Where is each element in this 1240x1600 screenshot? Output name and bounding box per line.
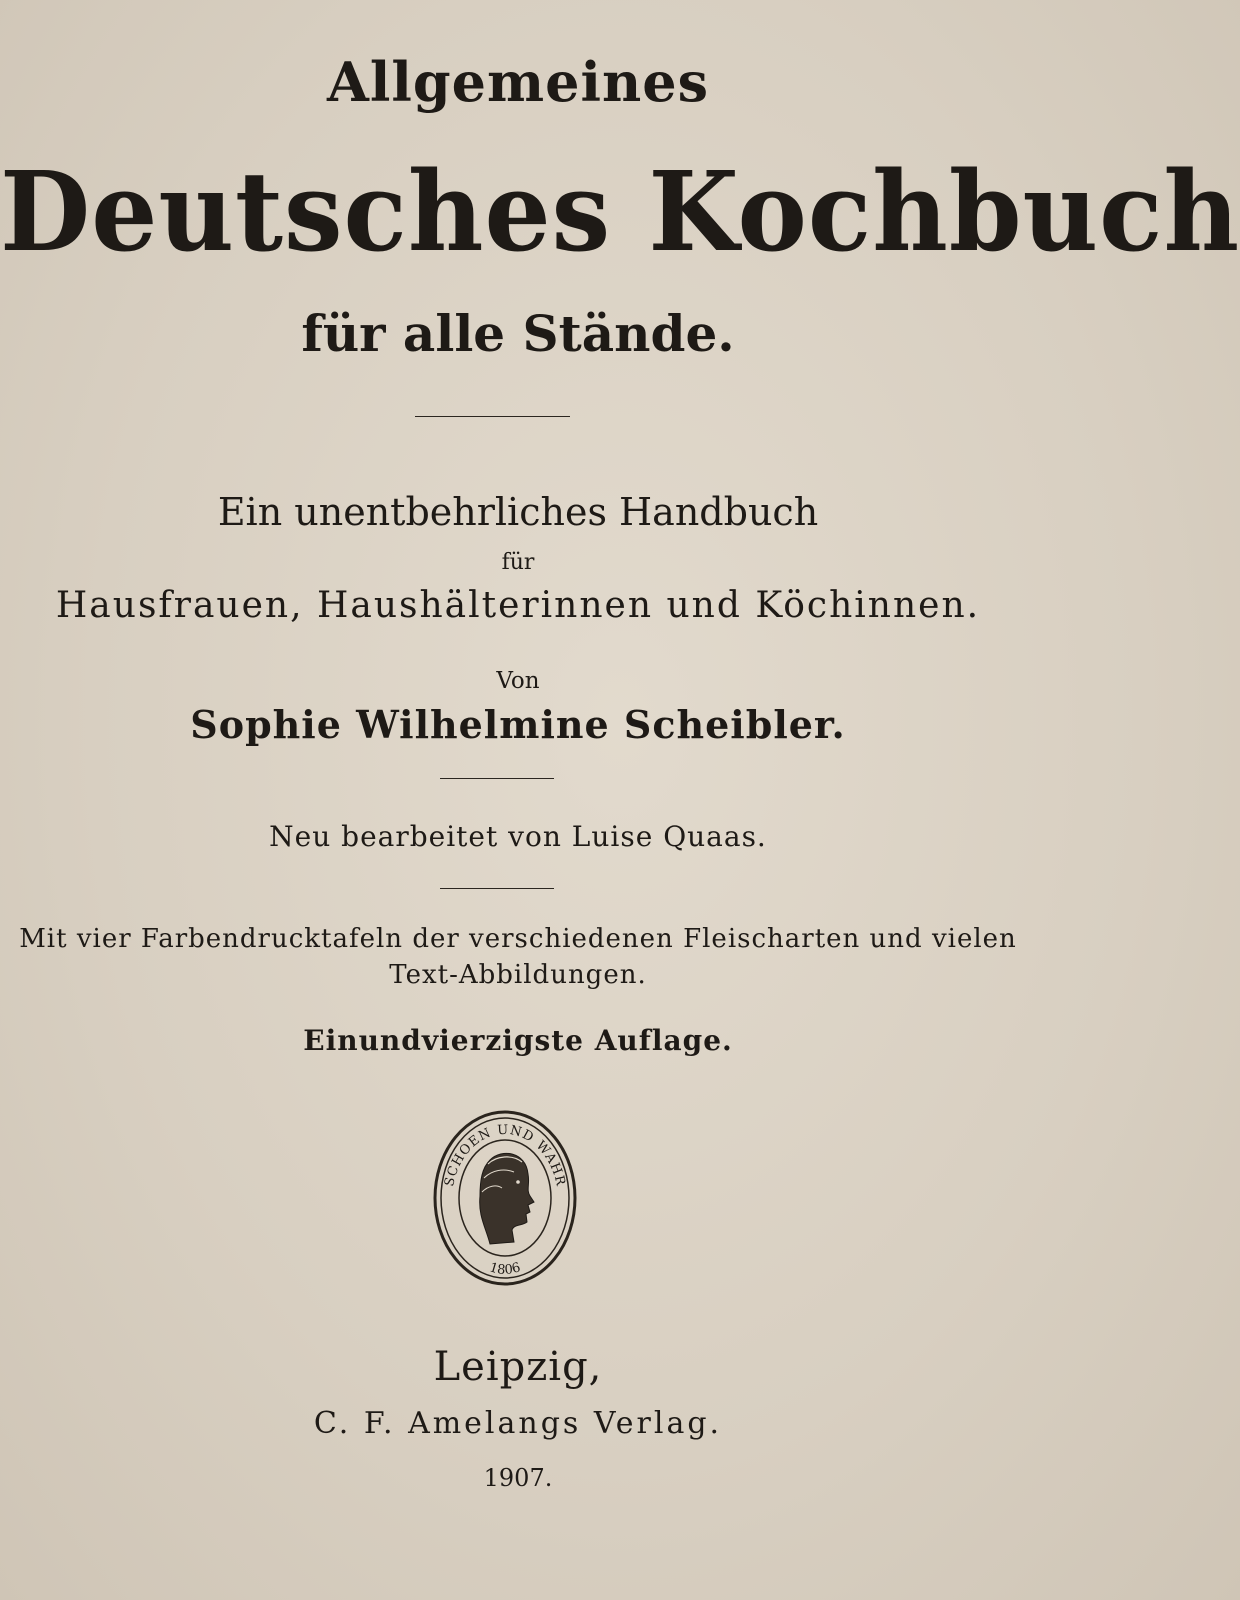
seal-year: 1806: [487, 1260, 523, 1278]
svg-text:1806: [488, 1260, 523, 1278]
divider-2: [440, 778, 554, 779]
illustrations-line-2: Text-Abbildungen.: [389, 960, 647, 990]
divider-1: [415, 416, 570, 417]
seal-motto: SCHOEN UND WAHR: [442, 1122, 568, 1188]
edition-line: Einundvierzigste Auflage.: [303, 1024, 733, 1057]
author-prefix: Von: [496, 668, 540, 694]
title-line-1: Allgemeines: [326, 50, 710, 114]
author-name: Sophie Wilhelmine Scheibler.: [190, 702, 846, 747]
illustrations-line-1: Mit vier Farbendrucktafeln der verschiedenen Fleischarten und vielen: [19, 924, 1017, 954]
title-line-3: für alle Stände.: [301, 304, 735, 363]
imprint-year: 1907.: [483, 1464, 553, 1492]
description-line-3: Hausfrauen, Haushälterinnen und Köchinnen.: [55, 585, 981, 626]
editor-line: Neu bearbeitet von Luise Quaas.: [269, 820, 767, 853]
title-line-2: Deutsches Kochbuch: [0, 146, 1240, 277]
publisher-seal-icon: [430, 1108, 580, 1288]
imprint-publisher: C. F. Amelangs Verlag.: [313, 1406, 723, 1441]
imprint-city: Leipzig,: [433, 1344, 603, 1390]
description-line-1: Ein unentbehrliches Handbuch: [217, 490, 819, 534]
description-line-2: für: [501, 550, 535, 575]
divider-3: [440, 888, 554, 889]
